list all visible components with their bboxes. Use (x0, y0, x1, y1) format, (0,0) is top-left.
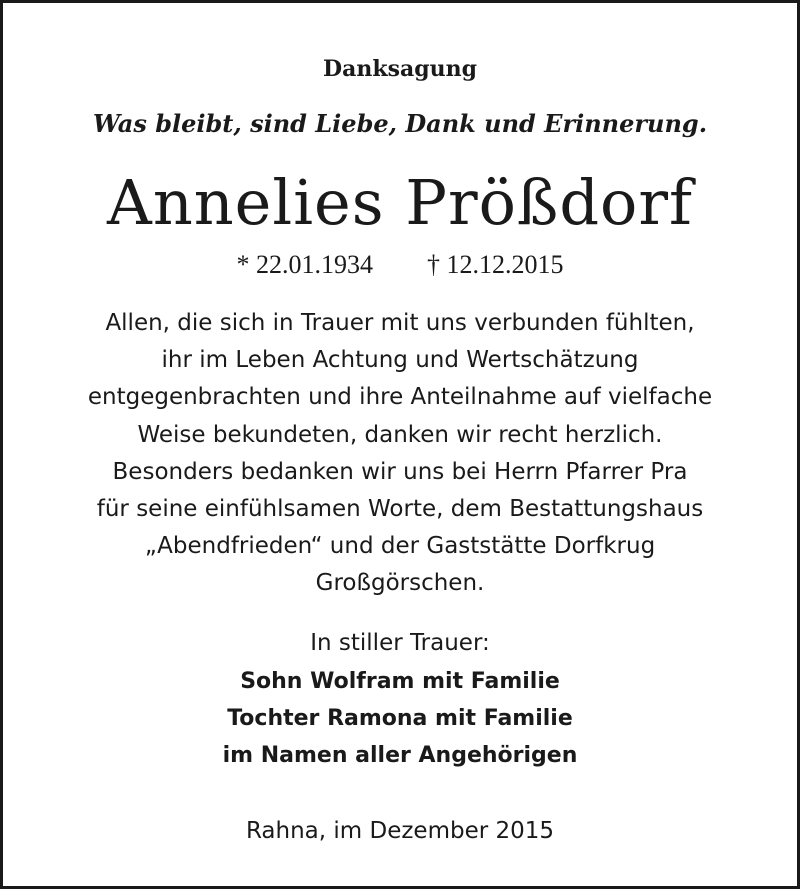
family-line: Tochter Ramona mit Familie (227, 706, 573, 731)
mourning-label: In stiller Trauer: (310, 630, 490, 656)
life-dates (3, 249, 797, 281)
thanks-line: Großgörschen. (315, 570, 485, 597)
thanks-line: „Abendfrieden“ und der Gaststätte Dorfkrug (144, 533, 656, 560)
notice-heading: Danksagung (323, 56, 477, 82)
family-line: Sohn Wolfram mit Familie (240, 669, 560, 694)
thanks-text (3, 305, 797, 603)
notice-motto: Was bleibt, sind Liebe, Dank und Erinnerung. (92, 109, 708, 138)
deceased-name: Annelies Prößdorf (107, 166, 693, 239)
family-line: im Namen aller Angehörigen (222, 743, 578, 768)
thanks-line: Weise bekundeten, danken wir recht herzlich. (137, 421, 663, 448)
place-date: Rahna, im Dezember 2015 (245, 818, 555, 844)
thanks-line: Besonders bedanken wir uns bei Herrn Pfarrer Pra (112, 458, 688, 485)
thanks-line: ihr im Leben Achtung und Wertschätzung (161, 347, 639, 374)
thanks-line: Allen, die sich in Trauer mit uns verbunden fühlten, (105, 310, 695, 336)
thanks-line: entgegenbrachten und ihre Anteilnahme auf vielfache (87, 384, 713, 411)
death-date: † 12.12.2015 (427, 250, 564, 279)
birth-date: * 22.01.1934 (236, 250, 373, 279)
family-signatures (3, 663, 797, 774)
thanks-line: für seine einfühlsamen Worte, dem Bestattungshaus (96, 496, 704, 523)
